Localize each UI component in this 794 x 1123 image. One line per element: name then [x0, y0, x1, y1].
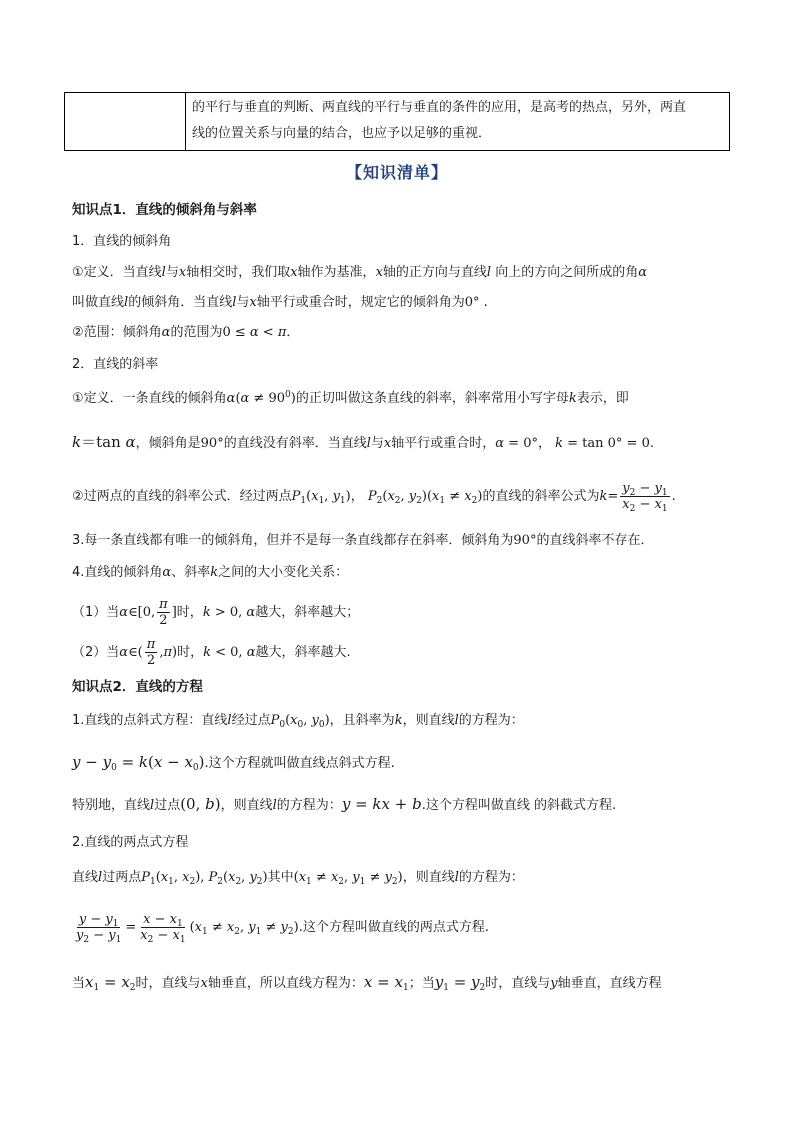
kp1-point-4: 4.直线的倾斜角α、斜率k之间的大小变化关系：	[72, 565, 349, 580]
kp2-point-slope: 1.直线的点斜式方程：直线l经过点$P_0(x_0$, $y_0$)，且斜率为k，则直线l的方程为：	[72, 713, 524, 730]
intro-line-2: 线的位置关系与向量的结合，也应予以足够的重视．	[192, 126, 492, 141]
kp1-case-2: （2）当α∈( $\frac{\pi}{2}$ ,π)时，k < 0, α越大，斜率越大.	[72, 637, 351, 668]
kp2-two-point-intro: 直线l过两点$P_1(x_1$, $x_2$), $P_2(x_2$, $y_2$)其中($x_1 \ne x_2$, $y_1 \ne y_2$)，则直线l的方程为：	[72, 870, 524, 887]
kp2-point-slope-equation: $y - y_0 = k(x - x_0)$.这个方程就叫做直线点斜式方程.	[72, 753, 395, 773]
intro-table-content-cell	[186, 93, 730, 151]
kp2-heading: 知识点2．直线的方程	[72, 679, 203, 695]
kp1-heading: 知识点1．直线的倾斜角与斜率	[72, 202, 257, 218]
kp2-last-line: 当$x_1 = x_2$时，直线与x轴垂直，所以直线方程为：$x = x_1$；当$y_1 = y_2$时，直线与y轴垂直，直线方程	[72, 973, 662, 993]
intro-table	[64, 92, 730, 151]
kp1-slope-formula: k＝tan α，倾斜角是90°的直线没有斜率．当直线l与x轴平行或重合时，α = 0°， k = tan 0° = 0.	[72, 433, 654, 451]
kp1-slope-definition: ①定义．一条直线的倾斜角$\alpha(\alpha \ne 90^0)$的正切叫做这条直线的斜率，斜率常用小写字母k表示，即	[72, 390, 629, 406]
kp2-two-point-equation: $\frac{y - y_1}{y_2 - y_1}$ = $\frac{x - x_1}{x_2 - x_1}$ ($x_1 \ne x_2$, $y_1 \ne y_2$).这个方程叫做直线的两点式方程.	[76, 912, 489, 945]
kp1-s2-title: 2．直线的斜率	[72, 357, 159, 372]
kp1-two-point-slope: ②过两点的直线的斜率公式．经过两点$P_1(x_1$, $y_1$)， $P_2(x_2$, $y_2)(x_1 \ne x_2)$的直线的斜率公式为k= $\frac{y_2 - y_1}{x_2 - x_1}$ .	[72, 481, 676, 514]
kp1-case-1: （1）当α∈[0, $\frac{\pi}{2}$ ]时，k > 0, α越大，斜率越大；	[72, 597, 360, 628]
kp1-definition-line-2: 叫做直线l的倾斜角．当直线l与x轴平行或重合时，规定它的倾斜角为0° .	[72, 295, 488, 310]
kp2-slope-intercept: 特别地，直线l过点(0, b)，则直线l的方程为：y = kx + b.这个方程叫做直线 的斜截式方程.	[72, 795, 617, 813]
kp1-range: ②范围：倾斜角α的范围为0 ≤ α < π．	[72, 325, 300, 340]
kp1-s1-title: 1．直线的倾斜角	[72, 234, 172, 249]
intro-table-label-cell	[65, 93, 186, 151]
kp1-definition-line-1: ①定义．当直线l与x轴相交时，我们取x轴作为基准，x轴的正方向与直线l 向上的方向之间所成的角α	[72, 265, 648, 280]
section-title: 【知识清单】	[345, 163, 448, 182]
kp1-point-3: 3.每一条直线都有唯一的倾斜角，但并不是每一条直线都存在斜率．倾斜角为90°的直线斜率不存在．	[72, 533, 654, 548]
kp2-s2-title: 2.直线的两点式方程	[72, 835, 189, 850]
intro-line-1: 的平行与垂直的判断、两直线的平行与垂直的条件的应用，是高考的热点，另外，两直	[192, 100, 687, 115]
